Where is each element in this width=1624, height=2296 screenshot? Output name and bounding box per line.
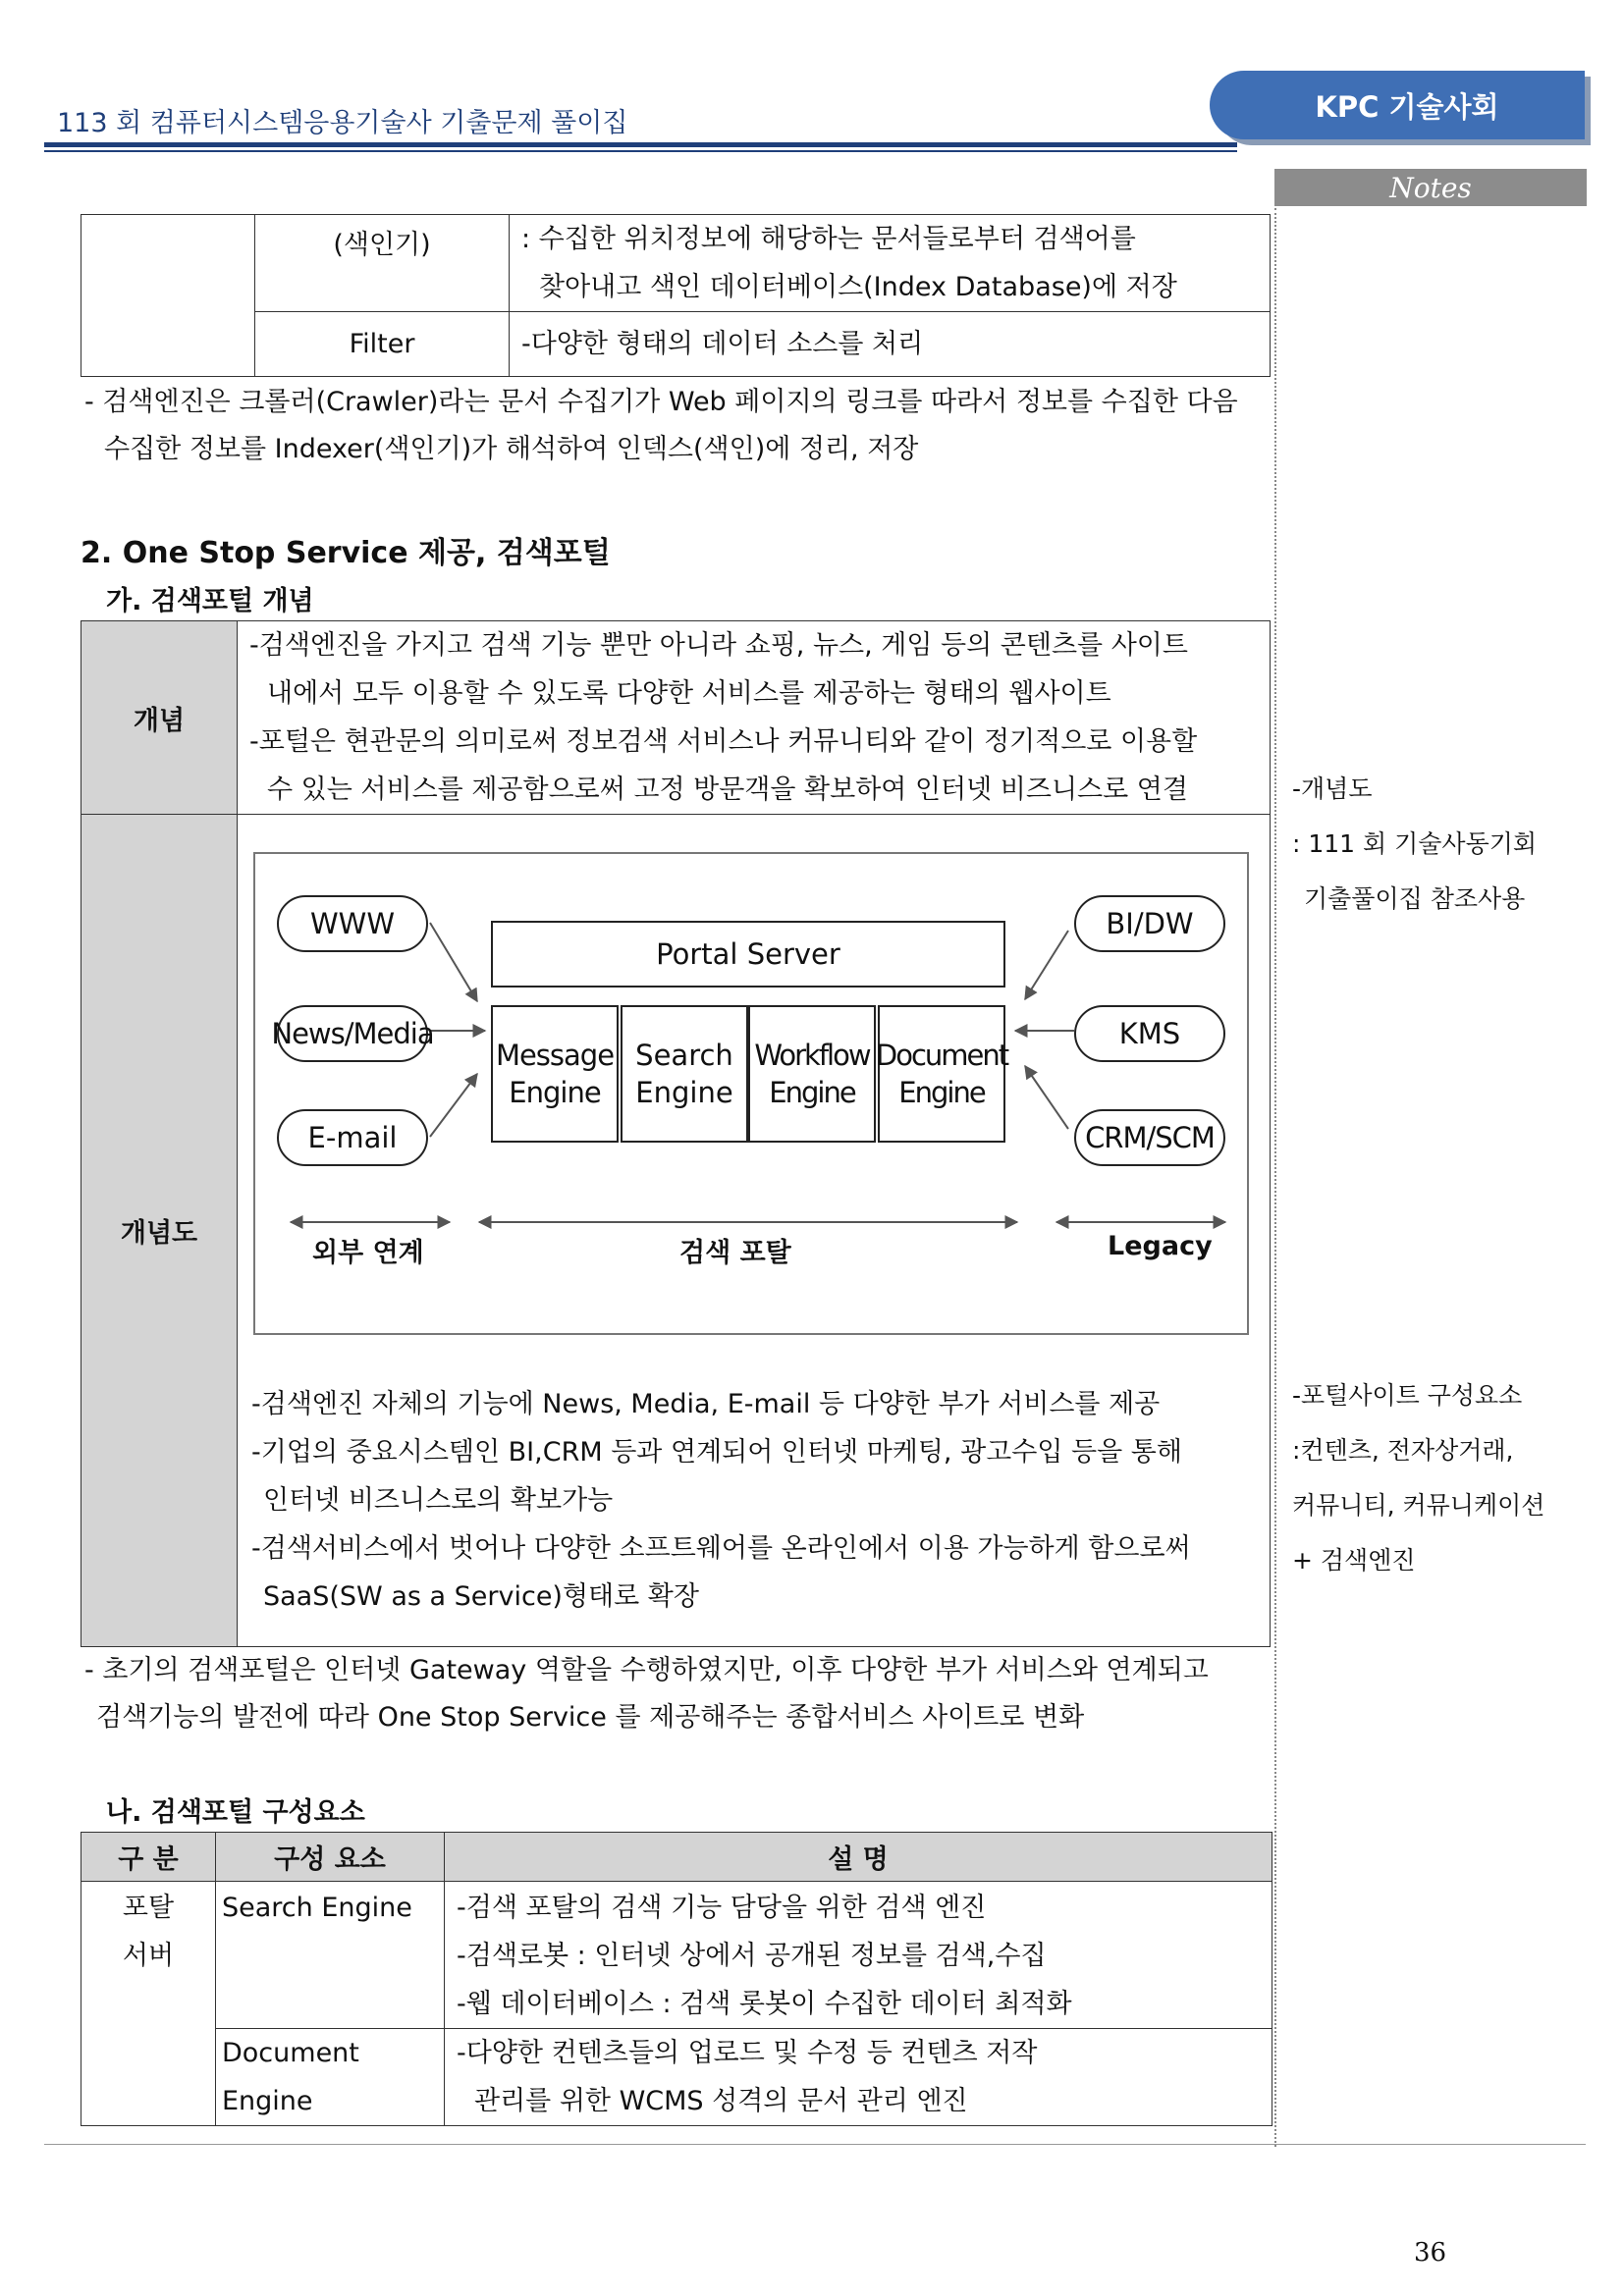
col-header-description: 설 명	[445, 1833, 1272, 1882]
arrow-crm	[1025, 1066, 1068, 1129]
component-document-line1: Document	[222, 2038, 359, 2068]
component-document-line2: Engine	[222, 2086, 313, 2116]
note-diagram-source	[1292, 762, 1537, 927]
diagram-label-external: 외부 연계	[312, 1238, 424, 1268]
diagram-line4: -검색서비스에서 벗어나 다양한 소프트웨어를 온라인에서 이용 가능하게 함으로써	[251, 1533, 1191, 1564]
external-pill-email: E-mail	[277, 1109, 428, 1166]
indexer-desc-cell	[510, 215, 1271, 312]
legacy-pill-kms: KMS	[1074, 1005, 1225, 1062]
engine-box-search	[621, 1005, 748, 1143]
diagram-label-legacy: Legacy	[1108, 1231, 1213, 1261]
indexer-desc-line2: 찾아내고 색인 데이터베이스(Index Database)에 저장	[539, 272, 1177, 302]
portal-paragraph-line1: - 초기의 검색포털은 인터넷 Gateway 역할을 수행하였지만, 이후 다양한 부가 서비스와 연계되고	[84, 1655, 1209, 1685]
notes-divider	[1274, 208, 1276, 2147]
engine-workflow-bottom: Engine	[769, 1076, 855, 1109]
indexer-table-empty-cell	[81, 215, 255, 377]
category-line1: 포탈	[122, 1893, 175, 1923]
engine-workflow-top: Workflow	[754, 1039, 870, 1072]
filter-label-cell: Filter	[255, 312, 510, 377]
concept-line4: 수 있는 서비스를 제공함으로써 고정 방문객을 확보하여 인터넷 비즈니스로 연결	[267, 774, 1188, 805]
external-pill-www: WWW	[277, 895, 428, 952]
arrow-bidw	[1025, 931, 1068, 999]
engine-document-top: Document	[875, 1039, 1008, 1072]
concept-line3: -포털은 현관문의 의미로써 정보검색 서비스나 커뮤니티와 같이 정기적으로 이용할	[249, 726, 1198, 757]
concept-label-cell: 개념	[81, 621, 238, 815]
subsection-a-title: 가. 검색포털 개념	[106, 586, 314, 616]
component-cell-document	[216, 2029, 445, 2126]
category-cell	[81, 1882, 216, 2126]
indexer-table	[81, 214, 1271, 377]
engine-box-document	[875, 1005, 1008, 1143]
filter-desc-cell: -다양한 형태의 데이터 소스를 처리	[510, 312, 1271, 377]
portal-server-box: Portal Server	[491, 921, 1005, 988]
desc-cell-search	[445, 1882, 1272, 2029]
arrow-email	[430, 1074, 477, 1137]
crawler-paragraph-line1: - 검색엔진은 크롤러(Crawler)라는 문서 수집기가 Web 페이지의 링크를 따라서 정보를 수집한 다음	[84, 387, 1238, 417]
external-pill-news-media: News/Media	[277, 1005, 428, 1062]
engine-search-bottom: Engine	[635, 1076, 733, 1109]
indexer-desc-line1: : 수집한 위치정보에 해당하는 문서들로부터 검색어를	[521, 224, 1136, 254]
portal-components-table	[81, 1832, 1272, 2126]
engine-search-top: Search	[635, 1039, 733, 1072]
diagram-line3: 인터넷 비즈니스로의 확보가능	[263, 1485, 614, 1516]
diagram-label-portal: 검색 포탈	[679, 1238, 791, 1268]
concept-line1: -검색엔진을 가지고 검색 기능 뿐만 아니라 쇼핑, 뉴스, 게임 등의 콘텐츠를 사이트	[249, 630, 1188, 661]
arrow-www	[430, 923, 477, 1001]
header-rule-thin	[44, 150, 1237, 152]
page-number: 36	[1414, 2238, 1447, 2268]
indexer-label-cell: (색인기)	[255, 215, 510, 312]
diagram-line1: -검색엔진 자체의 기능에 News, Media, E-mail 등 다양한 부가 서비스를 제공	[251, 1389, 1161, 1419]
desc-search-line2: -검색로봇 : 인터넷 상에서 공개된 정보를 검색,수집	[457, 1941, 1047, 1971]
note1-line3: 기출풀이집 참조사용	[1304, 884, 1526, 913]
table-row	[81, 2029, 1272, 2126]
diagram-line5: SaaS(SW as a Service)형태로 확장	[263, 1581, 699, 1612]
concept-line2: 내에서 모두 이용할 수 있도록 다양한 서비스를 제공하는 형태의 웹사이트	[267, 678, 1111, 709]
diagram-label-cell: 개념도	[81, 815, 238, 1647]
note-portal-components	[1292, 1368, 1544, 1588]
engine-document-bottom: Engine	[898, 1076, 985, 1109]
publisher-badge: KPC 기술사회	[1210, 71, 1585, 139]
table-row	[81, 1882, 1272, 2029]
footer-rule	[44, 2144, 1586, 2145]
legacy-pill-crm-scm: CRM/SCM	[1074, 1109, 1225, 1166]
desc-search-line1: -검색 포탈의 검색 기능 담당을 위한 검색 엔진	[457, 1893, 987, 1923]
diagram-explanation	[251, 1380, 1191, 1621]
col-header-component: 구성 요소	[216, 1833, 445, 1882]
desc-search-line3: -웹 데이터베이스 : 검색 롯봇이 수집한 데이터 최적화	[457, 1989, 1072, 2019]
portal-paragraph-line2: 검색기능의 발전에 따라 One Stop Service 를 제공해주는 종합서비스 사이트로 변화	[96, 1702, 1085, 1733]
engine-message-bottom: Engine	[509, 1076, 601, 1109]
note1-line1: -개념도	[1292, 774, 1373, 803]
legacy-pill-bidw: BI/DW	[1074, 895, 1225, 952]
engine-box-workflow	[748, 1005, 876, 1143]
desc-cell-document	[445, 2029, 1272, 2126]
note2-line1: -포털사이트 구성요소	[1292, 1381, 1523, 1410]
engine-box-message	[491, 1005, 619, 1143]
subsection-b-title: 나. 검색포털 구성요소	[106, 1797, 365, 1828]
concept-desc-cell	[238, 621, 1271, 815]
diagram-line2: -기업의 중요시스템인 BI,CRM 등과 연계되어 인터넷 마케팅, 광고수입 등을 통해	[251, 1437, 1182, 1468]
section-2-title: 2. One Stop Service 제공, 검색포털	[81, 536, 611, 570]
note2-line3: 커뮤니티, 커뮤니케이션	[1292, 1491, 1545, 1520]
note1-line2: : 111 회 기술사동기회	[1292, 829, 1538, 858]
note2-line2: :컨텐츠, 전자상거래,	[1292, 1436, 1514, 1465]
col-header-category: 구 분	[81, 1833, 216, 1882]
engine-message-top: Message	[495, 1039, 615, 1072]
category-line2: 서버	[122, 1941, 175, 1971]
notes-header: Notes	[1274, 169, 1587, 206]
document-header-title: 113 회 컴퓨터시스템응용기술사 기출문제 풀이집	[57, 108, 628, 138]
header-rule	[44, 142, 1237, 147]
note2-line4: + 검색엔진	[1292, 1546, 1416, 1575]
desc-document-line1: -다양한 컨텐츠들의 업로드 및 수정 등 컨텐츠 저작	[457, 2038, 1038, 2068]
crawler-paragraph-line2: 수집한 정보를 Indexer(색인기)가 해석하여 인덱스(색인)에 정리, 저장	[104, 434, 919, 464]
desc-document-line2: 관리를 위한 WCMS 성격의 문서 관리 엔진	[474, 2086, 968, 2116]
component-cell-search: Search Engine	[216, 1882, 445, 2029]
